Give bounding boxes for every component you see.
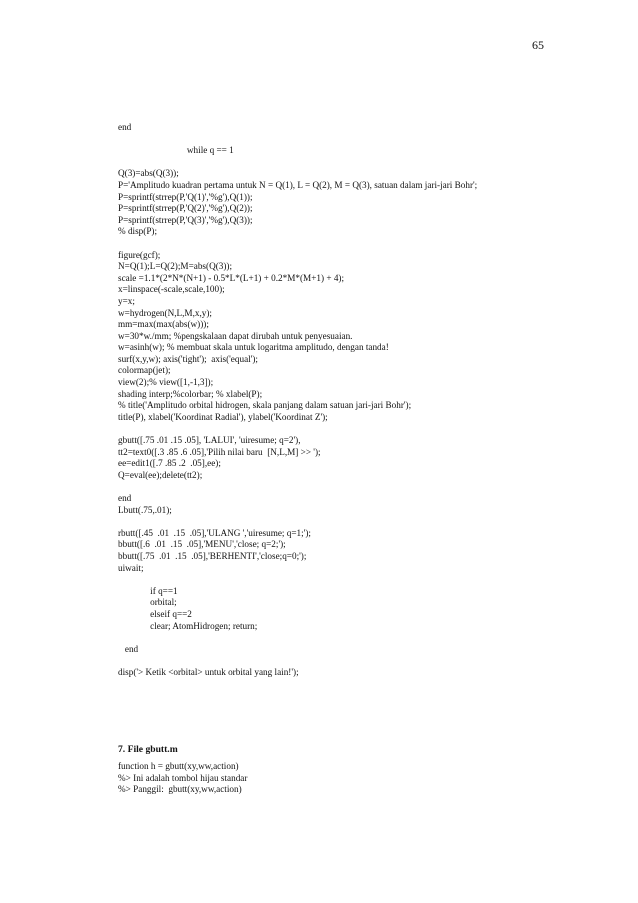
code-line [118, 655, 477, 667]
code-line: clear; AtomHidrogen; return; [118, 620, 258, 631]
code-line [118, 574, 477, 586]
code-line [118, 516, 477, 528]
code-block-main [118, 122, 477, 679]
code-block-gbutt [118, 761, 247, 796]
code-line [118, 423, 477, 435]
code-line: title(P), xlabel('Koordinat Radial'), ylabel('Koordinat Z'); [118, 411, 328, 422]
code-line: disp('> Ketik <orbital> untuk orbital yang lain!'); [118, 666, 299, 677]
code-line: Lbutt(.75,.01); [118, 504, 172, 515]
code-line: x=linspace(-scale,scale,100); [118, 284, 225, 295]
code-line: orbital; [118, 597, 177, 608]
code-line: if q==1 [118, 585, 178, 596]
code-line: function h = gbutt(xy,ww,action) [118, 761, 239, 771]
code-line: y=x; [118, 295, 135, 306]
code-line: figure(gcf); [118, 249, 161, 260]
code-line [118, 481, 477, 493]
code-line: ee=edit1([.7 .85 .2 .05],ee); [118, 458, 221, 469]
code-line: scale =1.1*(2*N*(N+1) - 0.5*L*(L+1) + 0.2*M*(M+1) + 4); [118, 272, 345, 283]
code-line: mm=max(max(abs(w))); [118, 319, 209, 330]
code-line: bbutt([.6 .01 .15 .05],'MENU','close; q=2;'); [118, 539, 286, 550]
code-line: end [118, 643, 139, 654]
code-line: P=sprintf(strrep(P,'Q(1)','%g'),Q(1)); [118, 191, 253, 202]
code-line: bbutt([.75 .01 .15 .05],'BERHENTI','close;q=0;'); [118, 550, 307, 561]
code-line: tt2=text0([.3 .85 .6 .05],'Pilih nilai baru [N,L,M] >> '); [118, 446, 321, 457]
code-line: w=30*w./mm; %pengskalaan dapat dirubah untuk penyesuaian. [118, 330, 353, 341]
code-line: %> Ini adalah tombol hijau standar [118, 772, 248, 783]
code-line: shading interp;%colorbar; % xlabel(P); [118, 388, 263, 399]
page-number: 65 [532, 38, 544, 52]
code-line [118, 632, 477, 644]
code-line: Q(3)=abs(Q(3)); [118, 168, 179, 179]
code-line: P=sprintf(strrep(P,'Q(3)','%g'),Q(3)); [118, 214, 253, 225]
code-line: Q=eval(ee);delete(tt2); [118, 469, 203, 480]
section-heading: 7. File gbutt.m [118, 744, 178, 755]
code-line: while q == 1 [118, 145, 234, 156]
code-line: %> Panggil: gbutt(xy,ww,action) [118, 784, 242, 795]
code-line [118, 134, 477, 146]
code-line [118, 157, 477, 169]
code-line: uiwait; [118, 562, 144, 573]
code-line: view(2);% view([1,-1,3]); [118, 377, 214, 388]
code-line: N=Q(1);L=Q(2);M=abs(Q(3)); [118, 261, 233, 272]
code-line: surf(x,y,w); axis('tight'); axis('equal'); [118, 353, 258, 364]
code-line: P='Amplitudo kuadran pertama untuk N = Q(1), L = Q(2), M = Q(3), satuan dalam jari-jari Bohr'; [118, 179, 478, 190]
code-line: % title('Amplitudo orbital hidrogen, skala panjang dalam satuan jari-jari Bohr'); [118, 400, 412, 411]
code-line: P=sprintf(strrep(P,'Q(2)','%g'),Q(2)); [118, 203, 253, 214]
code-line: rbutt([.45 .01 .15 .05],'ULANG ','uiresume; q=1;'); [118, 527, 311, 538]
code-line: elseif q==2 [118, 608, 192, 619]
code-line: end [118, 493, 132, 503]
code-line: end [118, 122, 132, 132]
code-line: gbutt([.75 .01 .15 .05], 'LALUI', 'uiresume; q=2'), [118, 435, 301, 446]
code-line [118, 238, 477, 250]
code-line: w=hydrogen(N,L,M,x,y); [118, 307, 212, 318]
code-line: colormap(jet); [118, 365, 171, 376]
code-line: % disp(P); [118, 226, 158, 237]
code-line: w=asinh(w); % membuat skala untuk logaritma amplitudo, dengan tanda! [118, 342, 389, 353]
